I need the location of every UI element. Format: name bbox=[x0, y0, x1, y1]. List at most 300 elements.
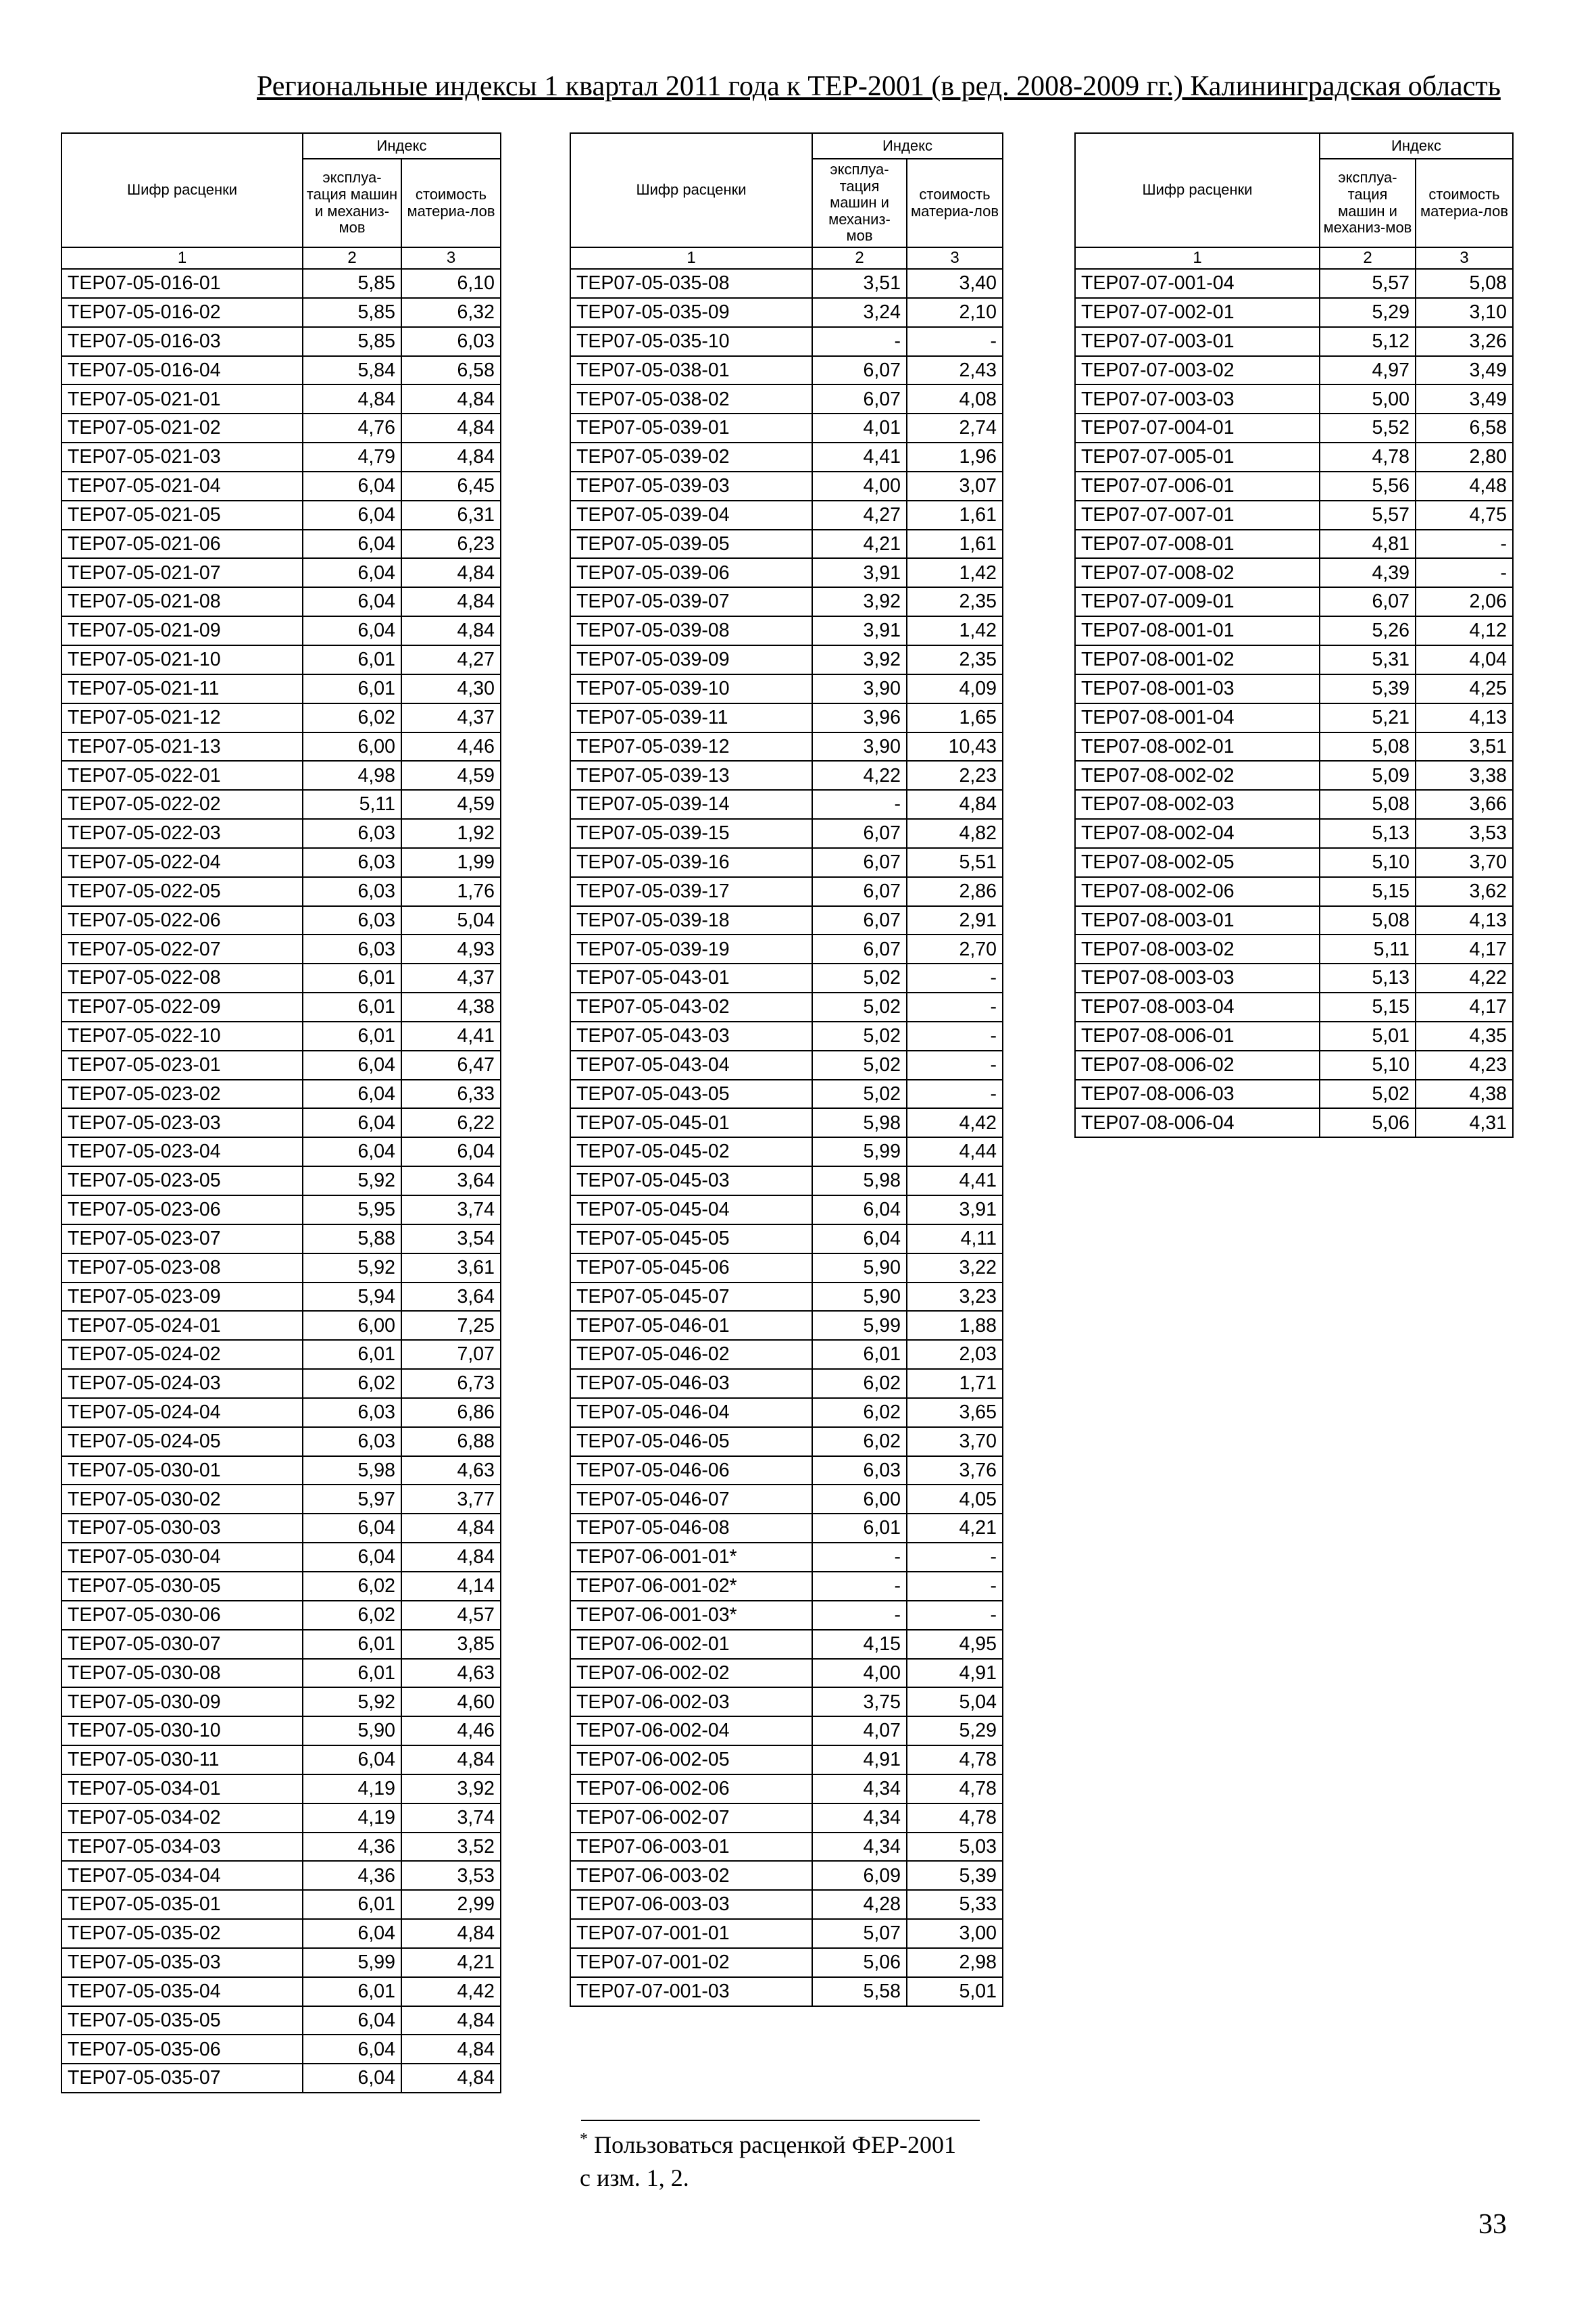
table-row bbox=[1075, 732, 1513, 762]
table-row bbox=[570, 327, 1003, 356]
rate-code-cell: ТЕР07-08-002-05 bbox=[1075, 848, 1320, 877]
materials-index-cell: 4,05 bbox=[907, 1485, 1003, 1514]
machines-index-cell: 4,22 bbox=[812, 761, 907, 790]
materials-index-cell: 4,30 bbox=[401, 674, 501, 703]
table-row bbox=[61, 1253, 501, 1283]
table-row bbox=[570, 1137, 1003, 1166]
table-row bbox=[61, 1108, 501, 1137]
rate-code-cell: ТЕР07-08-003-01 bbox=[1075, 906, 1320, 935]
rate-code-cell: ТЕР07-05-039-17 bbox=[570, 877, 812, 906]
rate-code-cell: ТЕР07-06-003-03 bbox=[570, 1890, 812, 1919]
rate-code-cell: ТЕР07-08-003-02 bbox=[1075, 935, 1320, 964]
machines-index-cell: 5,13 bbox=[1320, 964, 1416, 993]
rate-code-cell: ТЕР07-05-021-09 bbox=[61, 616, 303, 645]
materials-index-cell: 3,40 bbox=[907, 269, 1003, 298]
machines-header: эксплуа-тация машин и механиз-мов bbox=[812, 159, 907, 247]
table-row bbox=[61, 645, 501, 674]
machines-index-cell: 5,07 bbox=[812, 1919, 907, 1948]
table-row bbox=[61, 1630, 501, 1659]
machines-index-cell: 5,15 bbox=[1320, 993, 1416, 1022]
table-row bbox=[570, 790, 1003, 819]
rate-code-cell: ТЕР07-05-021-11 bbox=[61, 674, 303, 703]
rate-code-cell: ТЕР07-05-043-05 bbox=[570, 1080, 812, 1109]
rate-code-cell: ТЕР07-08-002-02 bbox=[1075, 761, 1320, 790]
table-row bbox=[61, 935, 501, 964]
materials-index-cell: 4,84 bbox=[401, 1919, 501, 1948]
machines-index-cell: 4,19 bbox=[303, 1803, 401, 1833]
machines-index-cell: 6,01 bbox=[303, 1022, 401, 1051]
materials-index-cell: 2,03 bbox=[907, 1340, 1003, 1369]
machines-index-cell: 6,04 bbox=[303, 558, 401, 587]
machines-index-cell: 5,02 bbox=[812, 1051, 907, 1080]
table-row bbox=[61, 1716, 501, 1745]
rate-code-cell: ТЕР07-08-006-02 bbox=[1075, 1051, 1320, 1080]
materials-index-cell: 1,71 bbox=[907, 1369, 1003, 1398]
materials-index-cell: 2,70 bbox=[907, 935, 1003, 964]
rate-code-cell: ТЕР07-05-046-04 bbox=[570, 1398, 812, 1427]
page-title: Региональные индексы 1 квартал 2011 года к ТЕР-2001 (в ред. 2008-2009 гг.) Калининградская область bbox=[257, 71, 1501, 102]
materials-index-cell: 3,64 bbox=[401, 1166, 501, 1195]
rate-code-cell: ТЕР07-05-039-11 bbox=[570, 703, 812, 732]
machines-index-cell: 6,03 bbox=[303, 935, 401, 964]
index-table-2 bbox=[570, 132, 1003, 2007]
machines-index-cell: 5,09 bbox=[1320, 761, 1416, 790]
machines-index-cell: 4,19 bbox=[303, 1774, 401, 1803]
materials-index-cell: 2,86 bbox=[907, 877, 1003, 906]
rate-code-cell: ТЕР07-06-003-02 bbox=[570, 1861, 812, 1890]
materials-index-cell: 1,42 bbox=[907, 558, 1003, 587]
materials-index-cell: 3,07 bbox=[907, 472, 1003, 501]
rate-code-cell: ТЕР07-07-002-01 bbox=[1075, 298, 1320, 327]
machines-index-cell: 5,88 bbox=[303, 1224, 401, 1253]
materials-index-cell: 4,27 bbox=[401, 645, 501, 674]
table-row bbox=[570, 1659, 1003, 1688]
materials-index-cell: 2,91 bbox=[907, 906, 1003, 935]
materials-index-cell: 1,61 bbox=[907, 501, 1003, 530]
materials-index-cell: 2,35 bbox=[907, 645, 1003, 674]
table-row bbox=[61, 384, 501, 414]
table-row bbox=[61, 906, 501, 935]
rate-code-cell: ТЕР07-05-024-03 bbox=[61, 1369, 303, 1398]
materials-index-cell: 5,33 bbox=[907, 1890, 1003, 1919]
machines-index-cell: 5,57 bbox=[1320, 501, 1416, 530]
machines-index-cell: 5,92 bbox=[303, 1687, 401, 1716]
machines-index-cell: 5,11 bbox=[303, 790, 401, 819]
rate-code-cell: ТЕР07-05-021-10 bbox=[61, 645, 303, 674]
table-row bbox=[61, 2064, 501, 2093]
column-number: 2 bbox=[303, 247, 401, 269]
rate-code-cell: ТЕР07-05-039-02 bbox=[570, 443, 812, 472]
table-row bbox=[61, 501, 501, 530]
rate-code-cell: ТЕР07-05-023-07 bbox=[61, 1224, 303, 1253]
rate-code-cell: ТЕР07-08-001-03 bbox=[1075, 674, 1320, 703]
rate-code-cell: ТЕР07-07-009-01 bbox=[1075, 587, 1320, 616]
table-row bbox=[61, 356, 501, 385]
table-row bbox=[570, 1833, 1003, 1862]
materials-index-cell: 4,82 bbox=[907, 819, 1003, 848]
table-row bbox=[61, 1861, 501, 1890]
table-row bbox=[570, 269, 1003, 298]
machines-index-cell: 5,90 bbox=[812, 1253, 907, 1283]
machines-index-cell: 5,06 bbox=[812, 1948, 907, 1977]
table-row bbox=[570, 1427, 1003, 1456]
table-row bbox=[570, 472, 1003, 501]
rate-code-cell: ТЕР07-06-002-06 bbox=[570, 1774, 812, 1803]
materials-index-cell: 6,31 bbox=[401, 501, 501, 530]
footnote bbox=[580, 2129, 956, 2194]
table-row bbox=[61, 1456, 501, 1485]
column-number: 3 bbox=[401, 247, 501, 269]
machines-index-cell: 5,97 bbox=[303, 1485, 401, 1514]
rate-code-cell: ТЕР07-08-003-03 bbox=[1075, 964, 1320, 993]
index-header: Индекс bbox=[303, 133, 501, 159]
machines-index-cell: 4,07 bbox=[812, 1716, 907, 1745]
rate-code-cell: ТЕР07-05-045-03 bbox=[570, 1166, 812, 1195]
rate-code-cell: ТЕР07-05-046-06 bbox=[570, 1456, 812, 1485]
rate-code-cell: ТЕР07-05-021-06 bbox=[61, 530, 303, 559]
materials-index-cell: 1,65 bbox=[907, 703, 1003, 732]
machines-index-cell: 6,03 bbox=[303, 819, 401, 848]
table-row bbox=[570, 1224, 1003, 1253]
table-row bbox=[61, 993, 501, 1022]
table-row bbox=[1075, 703, 1513, 732]
machines-index-cell: 6,01 bbox=[812, 1340, 907, 1369]
materials-index-cell: 4,37 bbox=[401, 964, 501, 993]
materials-index-cell: 6,58 bbox=[401, 356, 501, 385]
machines-index-cell: 5,84 bbox=[303, 356, 401, 385]
materials-index-cell: 6,04 bbox=[401, 1137, 501, 1166]
materials-index-cell: 3,61 bbox=[401, 1253, 501, 1283]
rate-code-cell: ТЕР07-05-030-03 bbox=[61, 1514, 303, 1543]
rate-code-cell: ТЕР07-05-016-02 bbox=[61, 298, 303, 327]
rate-code-cell: ТЕР07-05-024-04 bbox=[61, 1398, 303, 1427]
materials-index-cell: 3,91 bbox=[907, 1195, 1003, 1224]
machines-index-cell: 5,92 bbox=[303, 1166, 401, 1195]
rate-code-cell: ТЕР07-05-035-07 bbox=[61, 2064, 303, 2093]
materials-index-cell: 5,51 bbox=[907, 848, 1003, 877]
machines-index-cell: 5,85 bbox=[303, 298, 401, 327]
table-row bbox=[61, 1080, 501, 1109]
materials-index-cell: 3,66 bbox=[1416, 790, 1513, 819]
machines-index-cell: - bbox=[812, 790, 907, 819]
rate-code-cell: ТЕР07-05-045-06 bbox=[570, 1253, 812, 1283]
rate-code-cell: ТЕР07-05-016-03 bbox=[61, 327, 303, 356]
materials-index-cell: 3,77 bbox=[401, 1485, 501, 1514]
materials-index-cell: 4,46 bbox=[401, 1716, 501, 1745]
rate-code-cell: ТЕР07-05-039-07 bbox=[570, 587, 812, 616]
rate-code-cell: ТЕР07-08-002-04 bbox=[1075, 819, 1320, 848]
rate-code-cell: ТЕР07-05-022-09 bbox=[61, 993, 303, 1022]
materials-index-cell: 3,10 bbox=[1416, 298, 1513, 327]
rate-code-cell: ТЕР07-05-035-10 bbox=[570, 327, 812, 356]
rate-code-cell: ТЕР07-05-030-05 bbox=[61, 1572, 303, 1601]
table-row bbox=[61, 1137, 501, 1166]
table-row bbox=[570, 1716, 1003, 1745]
materials-index-cell: - bbox=[907, 1572, 1003, 1601]
materials-index-cell: 3,85 bbox=[401, 1630, 501, 1659]
materials-index-cell: 6,32 bbox=[401, 298, 501, 327]
rate-code-cell: ТЕР07-05-035-09 bbox=[570, 298, 812, 327]
materials-index-cell: 4,84 bbox=[401, 414, 501, 443]
machines-index-cell: 3,75 bbox=[812, 1687, 907, 1716]
rate-code-cell: ТЕР07-05-021-07 bbox=[61, 558, 303, 587]
machines-index-cell: 6,04 bbox=[303, 587, 401, 616]
machines-index-cell: 6,04 bbox=[303, 616, 401, 645]
rate-code-cell: ТЕР07-05-021-01 bbox=[61, 384, 303, 414]
rate-code-cell: ТЕР07-07-001-03 bbox=[570, 1977, 812, 2006]
materials-index-cell: 4,84 bbox=[401, 1514, 501, 1543]
materials-index-cell: - bbox=[907, 1543, 1003, 1572]
table-row bbox=[570, 1369, 1003, 1398]
rate-code-cell: ТЕР07-05-039-01 bbox=[570, 414, 812, 443]
materials-index-cell: 6,23 bbox=[401, 530, 501, 559]
rate-code-cell: ТЕР07-05-045-07 bbox=[570, 1283, 812, 1312]
table-row bbox=[570, 616, 1003, 645]
materials-index-cell: 2,43 bbox=[907, 356, 1003, 385]
machines-index-cell: 6,04 bbox=[303, 2035, 401, 2064]
machines-index-cell: 4,28 bbox=[812, 1890, 907, 1919]
table-row bbox=[61, 587, 501, 616]
rate-code-cell: ТЕР07-05-024-05 bbox=[61, 1427, 303, 1456]
rate-code-cell: ТЕР07-05-023-04 bbox=[61, 1137, 303, 1166]
column-number: 3 bbox=[1416, 247, 1513, 269]
table-row bbox=[570, 1283, 1003, 1312]
table-row bbox=[570, 732, 1003, 762]
rate-code-cell: ТЕР07-07-005-01 bbox=[1075, 443, 1320, 472]
materials-index-cell: 4,84 bbox=[907, 790, 1003, 819]
rate-code-cell: ТЕР07-05-045-04 bbox=[570, 1195, 812, 1224]
machines-index-cell: 6,01 bbox=[303, 674, 401, 703]
table-row bbox=[570, 819, 1003, 848]
table-row bbox=[570, 558, 1003, 587]
materials-index-cell: 4,42 bbox=[907, 1108, 1003, 1137]
rate-code-cell: ТЕР07-07-001-01 bbox=[570, 1919, 812, 1948]
machines-index-cell: 6,01 bbox=[303, 993, 401, 1022]
rate-code-cell: ТЕР07-07-008-02 bbox=[1075, 558, 1320, 587]
rate-code-cell: ТЕР07-05-030-09 bbox=[61, 1687, 303, 1716]
table-row bbox=[570, 935, 1003, 964]
machines-index-cell: 5,98 bbox=[303, 1456, 401, 1485]
machines-index-cell: 4,78 bbox=[1320, 443, 1416, 472]
machines-index-cell: 4,36 bbox=[303, 1861, 401, 1890]
table-row bbox=[570, 1745, 1003, 1774]
table-row bbox=[570, 384, 1003, 414]
materials-index-cell: 6,47 bbox=[401, 1051, 501, 1080]
machines-index-cell: 5,12 bbox=[1320, 327, 1416, 356]
rate-code-cell: ТЕР07-05-046-08 bbox=[570, 1514, 812, 1543]
machines-index-cell: 5,06 bbox=[1320, 1108, 1416, 1137]
machines-index-cell: 6,02 bbox=[303, 1601, 401, 1630]
rate-code-cell: ТЕР07-07-003-03 bbox=[1075, 384, 1320, 414]
machines-index-cell: 4,34 bbox=[812, 1774, 907, 1803]
table-row bbox=[570, 1948, 1003, 1977]
table-row bbox=[570, 703, 1003, 732]
rate-code-cell: ТЕР07-05-035-06 bbox=[61, 2035, 303, 2064]
table-row bbox=[570, 1977, 1003, 2006]
machines-index-cell: 5,90 bbox=[812, 1283, 907, 1312]
materials-index-cell: 2,10 bbox=[907, 298, 1003, 327]
table-row bbox=[1075, 790, 1513, 819]
machines-index-cell: 6,07 bbox=[812, 906, 907, 935]
machines-index-cell: 6,00 bbox=[303, 732, 401, 762]
machines-index-cell: 6,07 bbox=[1320, 587, 1416, 616]
machines-index-cell: 5,98 bbox=[812, 1108, 907, 1137]
rate-code-cell: ТЕР07-05-035-02 bbox=[61, 1919, 303, 1948]
materials-index-cell: 6,10 bbox=[401, 269, 501, 298]
rate-code-cell: ТЕР07-06-001-03* bbox=[570, 1601, 812, 1630]
table-row bbox=[1075, 530, 1513, 559]
rate-code-cell: ТЕР07-06-002-03 bbox=[570, 1687, 812, 1716]
rate-code-cell: ТЕР07-08-001-04 bbox=[1075, 703, 1320, 732]
table-row bbox=[61, 2006, 501, 2035]
table-row bbox=[570, 761, 1003, 790]
code-header: Шифр расценки bbox=[1075, 133, 1320, 247]
machines-index-cell: 6,03 bbox=[303, 1398, 401, 1427]
machines-index-cell: 4,34 bbox=[812, 1803, 907, 1833]
rate-code-cell: ТЕР07-05-021-08 bbox=[61, 587, 303, 616]
machines-index-cell: 6,07 bbox=[812, 819, 907, 848]
machines-index-cell: 6,04 bbox=[303, 1543, 401, 1572]
table-row bbox=[61, 1485, 501, 1514]
materials-index-cell: 4,38 bbox=[1416, 1080, 1513, 1109]
materials-index-cell: 3,26 bbox=[1416, 327, 1513, 356]
machines-index-cell: 6,03 bbox=[303, 877, 401, 906]
machines-index-cell: 6,04 bbox=[303, 1514, 401, 1543]
table-row bbox=[61, 732, 501, 762]
materials-index-cell: 4,78 bbox=[907, 1745, 1003, 1774]
table-row bbox=[570, 1398, 1003, 1427]
table-row bbox=[1075, 964, 1513, 993]
table-row bbox=[61, 1369, 501, 1398]
table-row bbox=[570, 877, 1003, 906]
table-row bbox=[570, 993, 1003, 1022]
materials-index-cell: 4,21 bbox=[907, 1514, 1003, 1543]
machines-index-cell: 6,07 bbox=[812, 848, 907, 877]
materials-index-cell: 3,64 bbox=[401, 1283, 501, 1312]
machines-index-cell: 5,08 bbox=[1320, 790, 1416, 819]
materials-index-cell: 4,31 bbox=[1416, 1108, 1513, 1137]
materials-index-cell: 1,96 bbox=[907, 443, 1003, 472]
code-header: Шифр расценки bbox=[61, 133, 303, 247]
table-row bbox=[1075, 472, 1513, 501]
rate-code-cell: ТЕР07-08-002-03 bbox=[1075, 790, 1320, 819]
materials-index-cell: 4,41 bbox=[907, 1166, 1003, 1195]
rate-code-cell: ТЕР07-05-046-05 bbox=[570, 1427, 812, 1456]
table-row bbox=[61, 1572, 501, 1601]
machines-index-cell: 5,11 bbox=[1320, 935, 1416, 964]
machines-index-cell: 4,15 bbox=[812, 1630, 907, 1659]
rate-code-cell: ТЕР07-05-023-05 bbox=[61, 1166, 303, 1195]
rate-code-cell: ТЕР07-07-001-02 bbox=[570, 1948, 812, 1977]
rate-code-cell: ТЕР07-08-003-04 bbox=[1075, 993, 1320, 1022]
rate-code-cell: ТЕР07-05-039-04 bbox=[570, 501, 812, 530]
rate-code-cell: ТЕР07-06-001-01* bbox=[570, 1543, 812, 1572]
machines-index-cell: 5,99 bbox=[812, 1311, 907, 1340]
table-row bbox=[570, 645, 1003, 674]
machines-index-cell: 5,02 bbox=[1320, 1080, 1416, 1109]
table-row bbox=[570, 1253, 1003, 1283]
materials-index-cell: 3,38 bbox=[1416, 761, 1513, 790]
table-row bbox=[61, 1659, 501, 1688]
rate-code-cell: ТЕР07-08-006-03 bbox=[1075, 1080, 1320, 1109]
machines-index-cell: 6,03 bbox=[303, 1427, 401, 1456]
materials-index-cell: 1,99 bbox=[401, 848, 501, 877]
materials-index-cell: 6,22 bbox=[401, 1108, 501, 1137]
materials-index-cell: 4,42 bbox=[401, 1977, 501, 2006]
rate-code-cell: ТЕР07-05-039-19 bbox=[570, 935, 812, 964]
materials-index-cell: 4,60 bbox=[401, 1687, 501, 1716]
table-row bbox=[1075, 819, 1513, 848]
rate-code-cell: ТЕР07-06-002-02 bbox=[570, 1659, 812, 1688]
table-row bbox=[1075, 384, 1513, 414]
footnote-mark: * bbox=[580, 2131, 588, 2148]
machines-index-cell: 6,04 bbox=[303, 2064, 401, 2093]
machines-index-cell: 4,81 bbox=[1320, 530, 1416, 559]
machines-index-cell: 6,01 bbox=[812, 1514, 907, 1543]
rate-code-cell: ТЕР07-05-030-08 bbox=[61, 1659, 303, 1688]
column-number: 1 bbox=[1075, 247, 1320, 269]
machines-index-cell: 5,39 bbox=[1320, 674, 1416, 703]
rate-code-cell: ТЕР07-08-001-01 bbox=[1075, 616, 1320, 645]
machines-index-cell: 6,04 bbox=[303, 1108, 401, 1137]
table-row bbox=[61, 1833, 501, 1862]
materials-index-cell: - bbox=[907, 1080, 1003, 1109]
machines-index-cell: 4,84 bbox=[303, 384, 401, 414]
materials-header: стоимость материа-лов bbox=[401, 159, 501, 247]
materials-index-cell: 1,76 bbox=[401, 877, 501, 906]
materials-index-cell: 4,91 bbox=[907, 1659, 1003, 1688]
rate-code-cell: ТЕР07-05-021-03 bbox=[61, 443, 303, 472]
table-row bbox=[570, 1543, 1003, 1572]
table-row bbox=[1075, 616, 1513, 645]
materials-index-cell: 4,25 bbox=[1416, 674, 1513, 703]
machines-index-cell: 5,00 bbox=[1320, 384, 1416, 414]
materials-index-cell: 4,84 bbox=[401, 384, 501, 414]
footnote-line-1: Пользоваться расценкой ФЕР-2001 bbox=[594, 2131, 957, 2158]
rate-code-cell: ТЕР07-05-043-04 bbox=[570, 1051, 812, 1080]
machines-index-cell: 6,04 bbox=[303, 472, 401, 501]
rate-code-cell: ТЕР07-07-004-01 bbox=[1075, 414, 1320, 443]
materials-index-cell: 3,51 bbox=[1416, 732, 1513, 762]
table-row bbox=[1075, 877, 1513, 906]
table-row bbox=[570, 1080, 1003, 1109]
materials-index-cell: 5,29 bbox=[907, 1716, 1003, 1745]
machines-index-cell: 6,04 bbox=[303, 1051, 401, 1080]
materials-index-cell: 4,59 bbox=[401, 761, 501, 790]
rate-code-cell: ТЕР07-05-021-05 bbox=[61, 501, 303, 530]
materials-index-cell: - bbox=[907, 993, 1003, 1022]
rate-code-cell: ТЕР07-06-003-01 bbox=[570, 1833, 812, 1862]
machines-index-cell: 5,85 bbox=[303, 269, 401, 298]
machines-index-cell: 5,52 bbox=[1320, 414, 1416, 443]
materials-index-cell: 6,86 bbox=[401, 1398, 501, 1427]
table-row bbox=[61, 1398, 501, 1427]
materials-index-cell: 4,13 bbox=[1416, 703, 1513, 732]
machines-index-cell: 5,98 bbox=[812, 1166, 907, 1195]
table-row bbox=[61, 790, 501, 819]
table-row bbox=[61, 1601, 501, 1630]
materials-index-cell: 4,57 bbox=[401, 1601, 501, 1630]
table-row bbox=[1075, 993, 1513, 1022]
table-row bbox=[61, 530, 501, 559]
table-row bbox=[61, 1514, 501, 1543]
materials-index-cell: - bbox=[907, 1022, 1003, 1051]
materials-index-cell: 4,09 bbox=[907, 674, 1003, 703]
rate-code-cell: ТЕР07-05-022-06 bbox=[61, 906, 303, 935]
table-row bbox=[1075, 558, 1513, 587]
materials-index-cell: 2,74 bbox=[907, 414, 1003, 443]
materials-index-cell: - bbox=[1416, 558, 1513, 587]
